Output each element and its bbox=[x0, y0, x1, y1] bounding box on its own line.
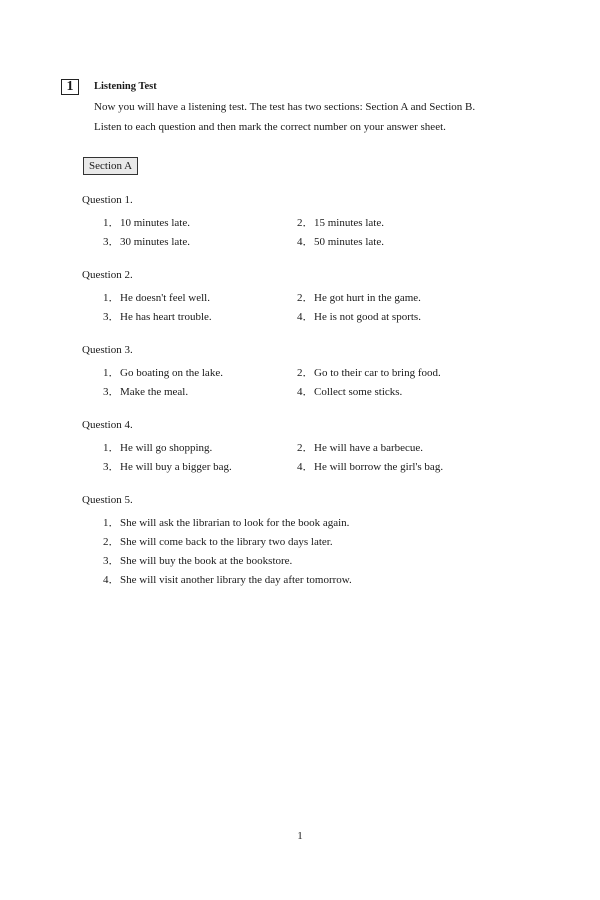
option-text: He will borrow the girl's bag. bbox=[314, 461, 444, 473]
page-number: 1 bbox=[297, 830, 303, 842]
option-text: Make the meal. bbox=[120, 386, 189, 398]
option-1 bbox=[103, 514, 349, 530]
question-heading: Question 5. bbox=[82, 494, 133, 506]
option-text: 15 minutes late. bbox=[314, 217, 384, 229]
option-text: He doesn't feel well. bbox=[120, 292, 210, 304]
option-3 bbox=[103, 383, 188, 399]
option-number: 1． bbox=[103, 217, 120, 229]
option-number: 4． bbox=[297, 236, 314, 248]
option-number: 4． bbox=[297, 311, 314, 323]
option-number: 1． bbox=[103, 517, 120, 529]
question-3 bbox=[82, 344, 562, 414]
option-text: He is not good at sports. bbox=[314, 311, 421, 323]
option-text: 30 minutes late. bbox=[120, 236, 190, 248]
option-number: 4． bbox=[297, 386, 314, 398]
option-number: 2． bbox=[103, 536, 120, 548]
option-2 bbox=[297, 214, 384, 230]
option-1 bbox=[103, 289, 210, 305]
option-3 bbox=[103, 552, 292, 568]
option-text: 10 minutes late. bbox=[120, 217, 190, 229]
option-text: Go boating on the lake. bbox=[120, 367, 223, 379]
option-number: 2． bbox=[297, 442, 314, 454]
question-2 bbox=[82, 269, 562, 339]
option-number: 3． bbox=[103, 461, 120, 473]
option-2 bbox=[103, 533, 333, 549]
option-number: 3． bbox=[103, 311, 120, 323]
option-number: 4． bbox=[297, 461, 314, 473]
option-4 bbox=[297, 383, 402, 399]
option-number: 1． bbox=[103, 367, 120, 379]
option-number: 1． bbox=[103, 442, 120, 454]
option-text: He got hurt in the game. bbox=[314, 292, 421, 304]
option-4 bbox=[297, 308, 421, 324]
option-number: 1． bbox=[103, 292, 120, 304]
question-heading: Question 3. bbox=[82, 344, 133, 356]
option-text: 50 minutes late. bbox=[314, 236, 384, 248]
option-1 bbox=[103, 439, 212, 455]
option-4 bbox=[297, 233, 384, 249]
section-title: Listening Test bbox=[94, 81, 157, 92]
option-1 bbox=[103, 364, 223, 380]
option-text: Go to their car to bring food. bbox=[314, 367, 441, 379]
option-text: She will ask the librarian to look for the book again. bbox=[120, 517, 350, 529]
intro-line-2: Listen to each question and then mark the correct number on your answer sheet. bbox=[94, 121, 446, 133]
option-3 bbox=[103, 233, 190, 249]
option-number: 3． bbox=[103, 555, 120, 567]
option-text: She will come back to the library two days later. bbox=[120, 536, 333, 548]
option-1 bbox=[103, 214, 190, 230]
option-text: He will go shopping. bbox=[120, 442, 213, 454]
intro-line-1: Now you will have a listening test. The test has two sections: Section A and Section B. bbox=[94, 101, 476, 113]
question-1 bbox=[82, 194, 562, 264]
option-3 bbox=[103, 458, 232, 474]
option-2 bbox=[297, 364, 441, 380]
option-number: 2． bbox=[297, 217, 314, 229]
option-3 bbox=[103, 308, 212, 324]
option-number: 3． bbox=[103, 386, 120, 398]
question-heading: Question 2. bbox=[82, 269, 133, 281]
section-a-label: Section A bbox=[83, 157, 138, 175]
option-text: He will buy a bigger bag. bbox=[120, 461, 232, 473]
question-heading: Question 4. bbox=[82, 419, 133, 431]
option-text: She will visit another library the day after tomorrow. bbox=[120, 574, 352, 586]
question-number-box: 1 bbox=[61, 79, 79, 95]
option-2 bbox=[297, 289, 421, 305]
option-2 bbox=[297, 439, 423, 455]
question-heading: Question 1. bbox=[82, 194, 133, 206]
option-number: 3． bbox=[103, 236, 120, 248]
option-number: 4． bbox=[103, 574, 120, 586]
option-4 bbox=[103, 571, 352, 587]
option-number: 2． bbox=[297, 292, 314, 304]
question-4 bbox=[82, 419, 562, 489]
option-text: Collect some sticks. bbox=[314, 386, 403, 398]
option-text: He will have a barbecue. bbox=[314, 442, 424, 454]
option-number: 2． bbox=[297, 367, 314, 379]
option-text: He has heart trouble. bbox=[120, 311, 212, 323]
option-text: She will buy the book at the bookstore. bbox=[120, 555, 293, 567]
option-4 bbox=[297, 458, 443, 474]
question-5 bbox=[82, 494, 562, 589]
